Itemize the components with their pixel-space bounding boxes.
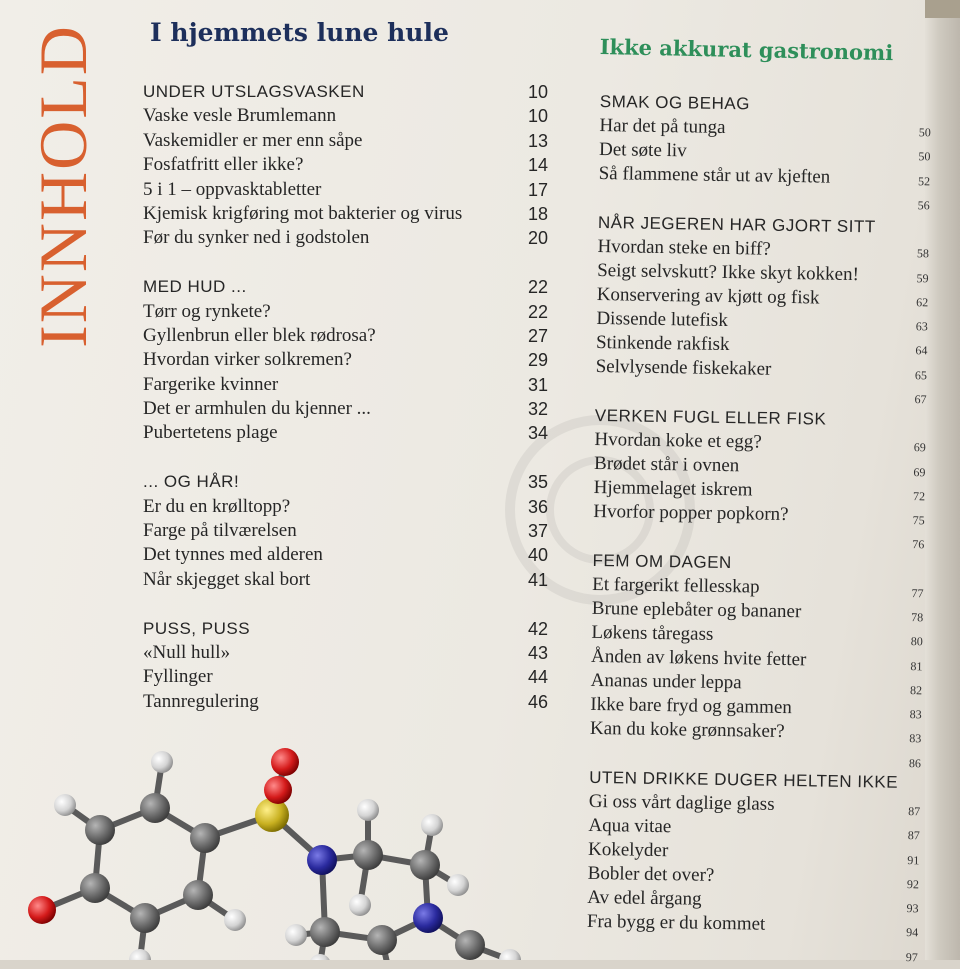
page-number: 63 xyxy=(915,319,928,334)
hydrogen-atom xyxy=(285,924,307,946)
page-number: 93 xyxy=(906,901,919,916)
section-heading: SMAK OG BEHAG xyxy=(599,91,751,114)
carbon-atom xyxy=(410,850,440,880)
hydrogen-atom xyxy=(309,954,331,960)
nitrogen-atom xyxy=(307,845,337,875)
toc-section xyxy=(143,470,548,592)
page-number: 72 xyxy=(912,488,926,504)
toc-entry: Brødet står i ovnen xyxy=(593,452,740,477)
toc-entry: Kan du koke grønnsaker? xyxy=(589,718,785,743)
toc-section xyxy=(593,404,930,530)
page-number: 97 xyxy=(905,949,918,964)
hydrogen-atom xyxy=(421,814,443,836)
carbon-atom xyxy=(80,873,110,903)
sulfur-atom xyxy=(255,798,289,832)
toc-section xyxy=(595,211,933,385)
toc-entry: Det tynnes med alderen 40 xyxy=(143,544,548,566)
toc-entry: Gyllenbrun eller blek rødrosa? 27 xyxy=(143,324,548,346)
toc-section xyxy=(143,617,548,715)
left-chapter-title: I hjemmets lune hule xyxy=(150,18,449,47)
toc-entry: Ikke bare fryd og gammen xyxy=(590,694,793,719)
hydrogen-atom xyxy=(54,794,76,816)
carbon-atom xyxy=(183,880,213,910)
toc-entry: Tannregulering 46 xyxy=(143,690,548,712)
toc-entry: Farge på tilværelsen 37 xyxy=(143,520,548,542)
carbon-atom xyxy=(140,793,170,823)
page-number: 81 xyxy=(910,658,923,673)
toc-entry: Fra bygg er du kommet xyxy=(586,911,766,936)
page-number: 50 xyxy=(918,125,931,140)
toc-entry: Brune eplebåter og bananer xyxy=(591,597,802,623)
page-number xyxy=(903,217,929,242)
carbon-atom xyxy=(353,840,383,870)
toc-entry: Så flammene står ut av kjeften xyxy=(598,163,831,188)
hydrogen-atom xyxy=(447,874,469,896)
page-number: 92 xyxy=(906,876,920,892)
right-toc xyxy=(586,90,935,964)
page-number: 87 xyxy=(908,804,921,819)
left-toc xyxy=(143,80,548,739)
toc-entry: Stinkende rakfisk xyxy=(595,332,730,356)
section-heading: FEM OM DAGEN xyxy=(592,550,732,572)
page-number: 56 xyxy=(917,197,930,213)
section-heading: PUSS, PUSS 42 xyxy=(143,618,548,639)
hydrogen-atom xyxy=(224,909,246,931)
page-number: 50 xyxy=(918,149,931,164)
toc-entry: «Null hull» 43 xyxy=(143,641,548,663)
toc-entry: Pubertetens plage 34 xyxy=(143,422,548,444)
toc-section xyxy=(590,549,928,747)
toc-section xyxy=(598,90,934,192)
vertical-contents-title: INNHOLD xyxy=(25,23,101,348)
page-number: 59 xyxy=(916,270,929,285)
toc-section xyxy=(587,766,925,940)
oxygen-atom xyxy=(28,896,56,924)
carbon-atom xyxy=(85,815,115,845)
page-number: 91 xyxy=(907,852,920,867)
toc-entry: Bobler det over? xyxy=(587,863,715,887)
hydrogen-atom xyxy=(151,751,173,773)
toc-entry: Løkens tåregass xyxy=(591,621,714,645)
toc-entry: Et fargerikt fellesskap xyxy=(592,573,760,598)
page-number: 69 xyxy=(913,440,926,455)
toc-entry: Hvordan koke et egg? xyxy=(594,428,762,453)
toc-entry: Kjemisk krigføring mot bakterier og virus 18 xyxy=(143,202,548,224)
page-number: 62 xyxy=(916,294,929,310)
hydrogen-atom xyxy=(357,799,379,821)
toc-entry: Er du en krølltopp? 36 xyxy=(143,495,548,517)
toc-entry: Hvordan virker solkremen? 29 xyxy=(143,349,548,371)
carbon-atom xyxy=(310,917,340,947)
page-number: 82 xyxy=(909,682,923,698)
page-number: 86 xyxy=(908,755,922,770)
page-number: 77 xyxy=(911,585,924,601)
toc-entry: Hvordan steke en biff? xyxy=(597,235,771,260)
toc-entry: Har det på tunga xyxy=(599,115,726,139)
page-number: 69 xyxy=(913,464,926,479)
toc-entry: Av edel årgang xyxy=(587,887,702,910)
carbon-atom xyxy=(190,823,220,853)
molecule-illustration xyxy=(0,720,560,960)
toc-entry: Fargerike kvinner 31 xyxy=(143,373,548,395)
page-number: 94 xyxy=(906,925,919,940)
toc-entry: Vaske vesle Brumlemann 10 xyxy=(143,105,548,127)
page-number: 64 xyxy=(915,343,928,358)
carbon-atom xyxy=(130,903,160,933)
page-number: 75 xyxy=(912,513,925,528)
page-number: 78 xyxy=(911,610,924,625)
page-number: 76 xyxy=(912,537,925,552)
carbon-atom xyxy=(455,930,485,960)
toc-entry: Vaskemidler er mer enn såpe 13 xyxy=(143,129,548,151)
page-number: 52 xyxy=(917,173,931,188)
section-heading: MED HUD ... 22 xyxy=(143,277,548,298)
carbon-atom xyxy=(367,925,397,955)
page-number: 83 xyxy=(909,731,922,746)
toc-entry: Fyllinger 44 xyxy=(143,666,548,688)
page-number: 80 xyxy=(910,634,923,649)
page-number xyxy=(894,775,920,800)
section-heading: VERKEN FUGL ELLER FISK xyxy=(594,405,827,429)
toc-entry: Gi oss vårt daglige glass xyxy=(588,790,775,815)
page-number xyxy=(898,556,924,581)
toc-entry: Selvlysende fiskekaker xyxy=(595,356,772,381)
hydrogen-atom xyxy=(499,949,521,960)
toc-entry: Fosfatfritt eller ikke? 14 xyxy=(143,154,548,176)
right-chapter-title: Ikke akkurat gastronomi xyxy=(599,34,894,66)
toc-entry: Hjemmelaget iskrem xyxy=(593,477,753,501)
toc-entry: Det er armhulen du kjenner ... 32 xyxy=(143,398,548,420)
section-heading: UTEN DRIKKE DUGER HELTEN IKKE xyxy=(589,767,899,792)
toc-entry: Aqua vitae xyxy=(588,814,672,838)
toc-entry: Hvorfor popper popkorn? xyxy=(593,501,789,526)
toc-entry: Ananas under leppa xyxy=(590,670,742,694)
toc-section xyxy=(143,275,548,446)
page-number: 65 xyxy=(914,367,928,382)
toc-entry: Det søte liv xyxy=(598,139,687,162)
page-number: 58 xyxy=(916,246,930,261)
hydrogen-atom xyxy=(349,894,371,916)
page-number: 83 xyxy=(909,707,922,722)
oxygen-atom xyxy=(264,776,292,804)
toc-entry: Når skjegget skal bort 41 xyxy=(143,568,548,590)
toc-entry: Kokelyder xyxy=(587,839,669,862)
section-heading: UNDER UTSLAGSVASKEN 10 xyxy=(143,82,548,102)
section-heading: ... OG HÅR! 35 xyxy=(143,472,548,493)
toc-entry: Før du synker ned i godstolen 20 xyxy=(143,227,548,249)
page-number xyxy=(900,411,926,436)
section-heading: NÅR JEGEREN HAR GJORT SITT xyxy=(597,212,876,237)
toc-entry: Ånden av løkens hvite fetter xyxy=(590,645,807,671)
nitrogen-atom xyxy=(413,903,443,933)
toc-entry: Dissende lutefisk xyxy=(596,308,728,332)
toc-entry: Tørr og rynkete? 22 xyxy=(143,300,548,322)
toc-section xyxy=(143,80,548,251)
page-number: 67 xyxy=(914,391,927,407)
page-number: 87 xyxy=(907,828,920,843)
toc-entry: 5 i 1 – oppvasktabletter 17 xyxy=(143,178,548,200)
toc-entry: Konservering av kjøtt og fisk xyxy=(596,284,820,309)
toc-entry: Seigt selvskutt? Ikke skyt kokken! xyxy=(597,259,860,286)
hydrogen-atom xyxy=(129,949,151,960)
oxygen-atom xyxy=(271,748,299,776)
